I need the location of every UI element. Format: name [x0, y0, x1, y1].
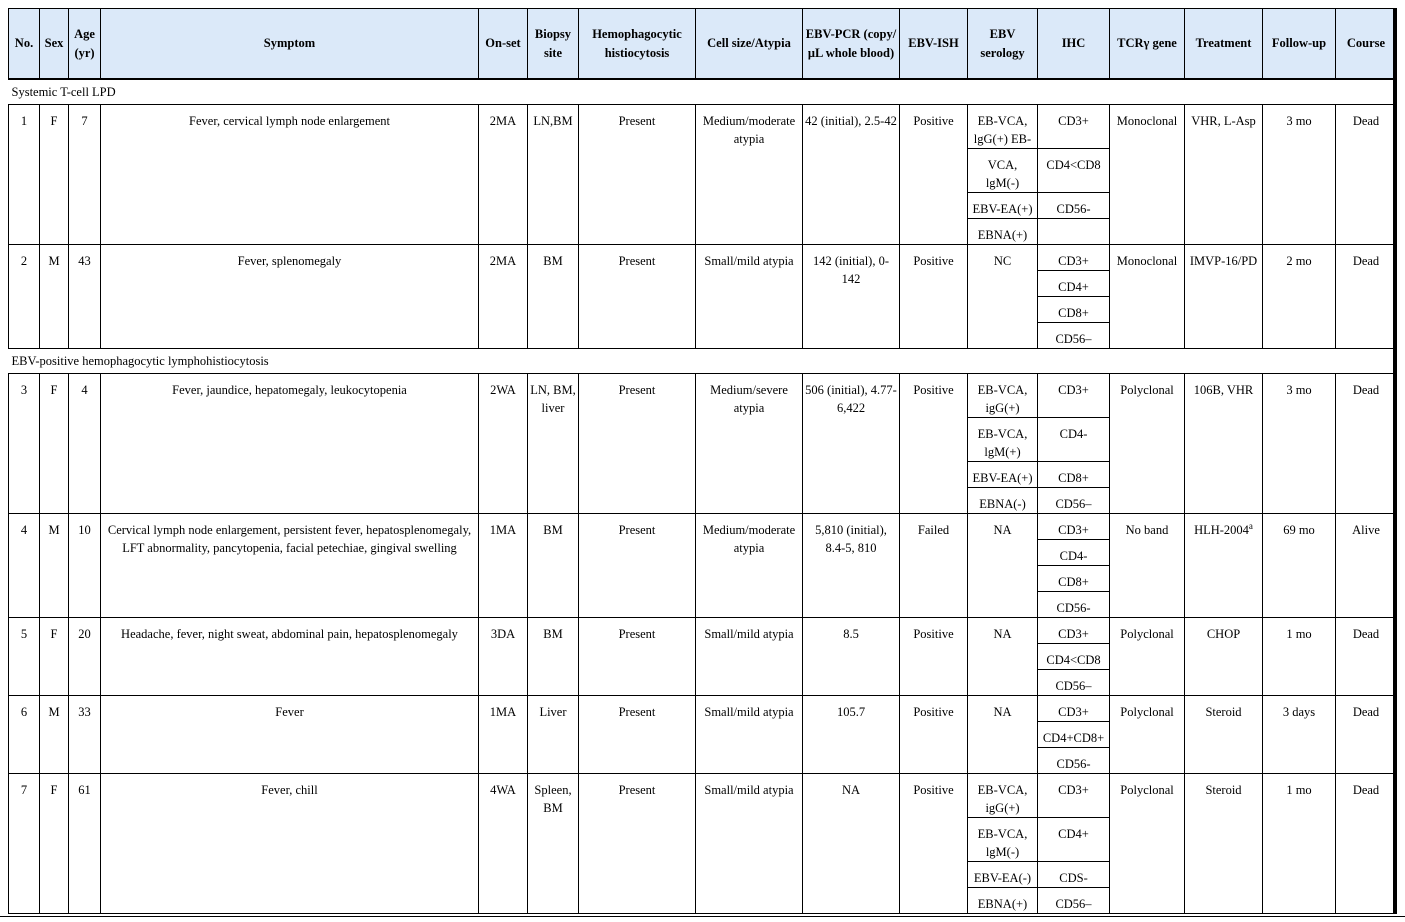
row-number: 1: [9, 105, 40, 245]
ihc-cell: CD4<CD8: [1038, 149, 1110, 193]
header-cell: Cell size/Atypia: [696, 9, 803, 80]
onset-cell: 2MA: [479, 245, 528, 349]
ebv-serology-cell: VCA, lgM(-): [968, 149, 1038, 193]
tcr-gene-cell: No band: [1110, 514, 1185, 618]
hemophagocytic-cell: Present: [579, 514, 696, 618]
symptom-cell: Headache, fever, night sweat, abdominal pain, hepatosplenomegaly: [101, 618, 479, 696]
header-cell: EBV serology: [968, 9, 1038, 80]
ihc-cell: CD3+: [1038, 696, 1110, 722]
biopsy-site-cell: BM: [528, 514, 579, 618]
ebv-ish-cell: Failed: [900, 514, 968, 618]
tcr-gene-cell: Polyclonal: [1110, 774, 1185, 914]
hemophagocytic-cell: Present: [579, 774, 696, 914]
ebv-serology-cell: EB-VCA, igG(+): [968, 374, 1038, 418]
follow-up-cell: 2 mo: [1263, 245, 1336, 349]
section-row: [9, 349, 1397, 374]
symptom-cell: Fever, cervical lymph node enlargement: [101, 105, 479, 245]
header-cell: EBV-ISH: [900, 9, 968, 80]
cell-atypia-cell: Small/mild atypia: [696, 774, 803, 914]
ihc-cell: CD4-: [1038, 418, 1110, 462]
symptom-cell: Fever, splenomegaly: [101, 245, 479, 349]
ebv-serology-cell: EBNA(+): [968, 888, 1038, 914]
biopsy-site-cell: BM: [528, 618, 579, 696]
row-number: 6: [9, 696, 40, 774]
section-title: EBV-positive hemophagocytic lymphohistiocytosis: [9, 349, 1397, 374]
hemophagocytic-cell: Present: [579, 696, 696, 774]
treatment-cell: VHR, L-Asp: [1185, 105, 1263, 245]
age-cell: 61: [69, 774, 101, 914]
cell-atypia-cell: Small/mild atypia: [696, 618, 803, 696]
onset-cell: 1MA: [479, 696, 528, 774]
treatment-cell: 106B, VHR: [1185, 374, 1263, 514]
ebv-serology-cell: NA: [968, 696, 1038, 774]
onset-cell: 3DA: [479, 618, 528, 696]
age-cell: 4: [69, 374, 101, 514]
treatment-text: HLH-2004: [1194, 523, 1249, 537]
tcr-gene-cell: Polyclonal: [1110, 618, 1185, 696]
row-number: 5: [9, 618, 40, 696]
cell-atypia-cell: Small/mild atypia: [696, 696, 803, 774]
ihc-cell: CD56–: [1038, 323, 1110, 349]
ihc-cell: CD4+: [1038, 271, 1110, 297]
sex-cell: M: [40, 696, 69, 774]
tcr-gene-cell: Monoclonal: [1110, 245, 1185, 349]
row-number: 2: [9, 245, 40, 349]
ihc-cell: CD8+: [1038, 566, 1110, 592]
ebv-serology-cell: EB-VCA, lgM(-): [968, 818, 1038, 862]
table-row: [9, 514, 1397, 540]
table-row: [9, 618, 1397, 644]
age-cell: 20: [69, 618, 101, 696]
ebv-pcr-cell: 42 (initial), 2.5-42: [803, 105, 900, 245]
follow-up-cell: 3 mo: [1263, 374, 1336, 514]
course-cell: Dead: [1336, 105, 1397, 245]
tcr-gene-cell: Monoclonal: [1110, 105, 1185, 245]
cell-atypia-cell: Medium/severe atypia: [696, 374, 803, 514]
course-cell: Dead: [1336, 245, 1397, 349]
course-cell: Dead: [1336, 774, 1397, 914]
onset-cell: 1MA: [479, 514, 528, 618]
ebv-serology-cell: EB-VCA, lgM(+): [968, 418, 1038, 462]
ihc-cell: CD3+: [1038, 245, 1110, 271]
onset-cell: 2WA: [479, 374, 528, 514]
table-row: [9, 374, 1397, 418]
row-number: 3: [9, 374, 40, 514]
header-cell: EBV-PCR (copy/μL whole blood): [803, 9, 900, 80]
follow-up-cell: 1 mo: [1263, 774, 1336, 914]
ihc-cell: CD4-: [1038, 540, 1110, 566]
ihc-cell: CD8+: [1038, 462, 1110, 488]
ebv-ish-cell: Positive: [900, 245, 968, 349]
cell-atypia-cell: Medium/moderate atypia: [696, 105, 803, 245]
table-body: [9, 79, 1397, 914]
table-row: [9, 245, 1397, 271]
section-title: Systemic T-cell LPD: [9, 79, 1397, 105]
follow-up-cell: 3 mo: [1263, 105, 1336, 245]
ihc-cell: CD56–: [1038, 670, 1110, 696]
biopsy-site-cell: LN, BM, liver: [528, 374, 579, 514]
row-number: 4: [9, 514, 40, 618]
bottom-line: [0, 916, 1405, 917]
ebv-pcr-cell: 506 (initial), 4.77-6,422: [803, 374, 900, 514]
course-cell: Dead: [1336, 618, 1397, 696]
header-cell: On-set: [479, 9, 528, 80]
ebv-serology-cell: EBNA(+): [968, 219, 1038, 245]
symptom-cell: Fever, chill: [101, 774, 479, 914]
ihc-cell: CD3+: [1038, 514, 1110, 540]
sex-cell: F: [40, 618, 69, 696]
header-cell: Hemophagocytic histiocytosis: [579, 9, 696, 80]
follow-up-cell: 3 days: [1263, 696, 1336, 774]
ebv-pcr-cell: NA: [803, 774, 900, 914]
ihc-cell: CD3+: [1038, 774, 1110, 818]
ihc-cell: CD8+: [1038, 297, 1110, 323]
ebv-serology-cell: EB-VCA, lgG(+) EB-: [968, 105, 1038, 149]
hemophagocytic-cell: Present: [579, 374, 696, 514]
ihc-cell: CD4+CD8+: [1038, 722, 1110, 748]
table-row: [9, 105, 1397, 149]
onset-cell: 2MA: [479, 105, 528, 245]
ihc-cell: CD4+: [1038, 818, 1110, 862]
ebv-serology-cell: NC: [968, 245, 1038, 349]
sex-cell: M: [40, 514, 69, 618]
ebv-serology-cell: EBV-EA(+): [968, 193, 1038, 219]
treatment-cell: Steroid: [1185, 774, 1263, 914]
follow-up-cell: 1 mo: [1263, 618, 1336, 696]
treatment-cell: [1185, 514, 1263, 618]
ihc-cell: CD3+: [1038, 618, 1110, 644]
ebv-pcr-cell: 142 (initial), 0-142: [803, 245, 900, 349]
biopsy-site-cell: LN,BM: [528, 105, 579, 245]
biopsy-site-cell: BM: [528, 245, 579, 349]
ebv-serology-cell: EBV-EA(+): [968, 462, 1038, 488]
header-cell: No.: [9, 9, 40, 80]
ebv-serology-cell: EBNA(-): [968, 488, 1038, 514]
ebv-ish-cell: Positive: [900, 374, 968, 514]
ebv-serology-cell: EBV-EA(-): [968, 862, 1038, 888]
symptom-cell: Fever, jaundice, hepatomegaly, leukocytopenia: [101, 374, 479, 514]
ihc-cell: CD56-: [1038, 748, 1110, 774]
header-cell: Course: [1336, 9, 1397, 80]
follow-up-cell: 69 mo: [1263, 514, 1336, 618]
ebv-ish-cell: Positive: [900, 696, 968, 774]
ebv-serology-cell: EB-VCA, igG(+): [968, 774, 1038, 818]
ebv-ish-cell: Positive: [900, 774, 968, 914]
sex-cell: F: [40, 374, 69, 514]
ebv-serology-cell: NA: [968, 618, 1038, 696]
cell-atypia-cell: Small/mild atypia: [696, 245, 803, 349]
ihc-cell: CD3+: [1038, 105, 1110, 149]
ihc-cell: CDS-: [1038, 862, 1110, 888]
course-cell: Dead: [1336, 374, 1397, 514]
header-cell: Sex: [40, 9, 69, 80]
table-row: [9, 774, 1397, 818]
header-cell: TCRγ gene: [1110, 9, 1185, 80]
tcr-gene-cell: Polyclonal: [1110, 696, 1185, 774]
ebv-ish-cell: Positive: [900, 105, 968, 245]
tcr-gene-cell: Polyclonal: [1110, 374, 1185, 514]
row-number: 7: [9, 774, 40, 914]
symptom-cell: Fever: [101, 696, 479, 774]
sex-cell: F: [40, 105, 69, 245]
ebv-pcr-cell: 105.7: [803, 696, 900, 774]
table-container: [8, 8, 1396, 914]
ihc-cell: CD56–: [1038, 888, 1110, 914]
age-cell: 10: [69, 514, 101, 618]
symptom-cell: Cervical lymph node enlargement, persistent fever, hepatosplenomegaly, LFT abnormality, pancytopenia, facial petechiae, gingival swelling: [101, 514, 479, 618]
header-cell: Age (yr): [69, 9, 101, 80]
header-cell: Follow-up: [1263, 9, 1336, 80]
patient-table: [8, 8, 1397, 914]
header-cell: Treatment: [1185, 9, 1263, 80]
ebv-pcr-cell: 8.5: [803, 618, 900, 696]
ihc-cell: CD56-: [1038, 592, 1110, 618]
section-row: [9, 79, 1397, 105]
course-cell: Dead: [1336, 696, 1397, 774]
ihc-cell: [1038, 219, 1110, 245]
header-cell: Biopsy site: [528, 9, 579, 80]
treatment-cell: IMVP-16/PD: [1185, 245, 1263, 349]
right-border: [1393, 8, 1397, 914]
header-row: [9, 9, 1397, 80]
footnote-marker: a: [1248, 520, 1253, 531]
biopsy-site-cell: Spleen, BM: [528, 774, 579, 914]
ebv-serology-cell: NA: [968, 514, 1038, 618]
hemophagocytic-cell: Present: [579, 105, 696, 245]
ihc-cell: CD4<CD8: [1038, 644, 1110, 670]
age-cell: 43: [69, 245, 101, 349]
hemophagocytic-cell: Present: [579, 618, 696, 696]
table-row: [9, 696, 1397, 722]
treatment-cell: CHOP: [1185, 618, 1263, 696]
treatment-cell: Steroid: [1185, 696, 1263, 774]
hemophagocytic-cell: Present: [579, 245, 696, 349]
ihc-cell: CD56–: [1038, 488, 1110, 514]
age-cell: 33: [69, 696, 101, 774]
ihc-cell: CD56-: [1038, 193, 1110, 219]
ihc-cell: CD3+: [1038, 374, 1110, 418]
header-cell: Symptom: [101, 9, 479, 80]
sex-cell: M: [40, 245, 69, 349]
course-cell: Alive: [1336, 514, 1397, 618]
ebv-ish-cell: Positive: [900, 618, 968, 696]
sex-cell: F: [40, 774, 69, 914]
onset-cell: 4WA: [479, 774, 528, 914]
header-cell: IHC: [1038, 9, 1110, 80]
age-cell: 7: [69, 105, 101, 245]
cell-atypia-cell: Medium/moderate atypia: [696, 514, 803, 618]
biopsy-site-cell: Liver: [528, 696, 579, 774]
ebv-pcr-cell: 5,810 (initial), 8.4-5, 810: [803, 514, 900, 618]
